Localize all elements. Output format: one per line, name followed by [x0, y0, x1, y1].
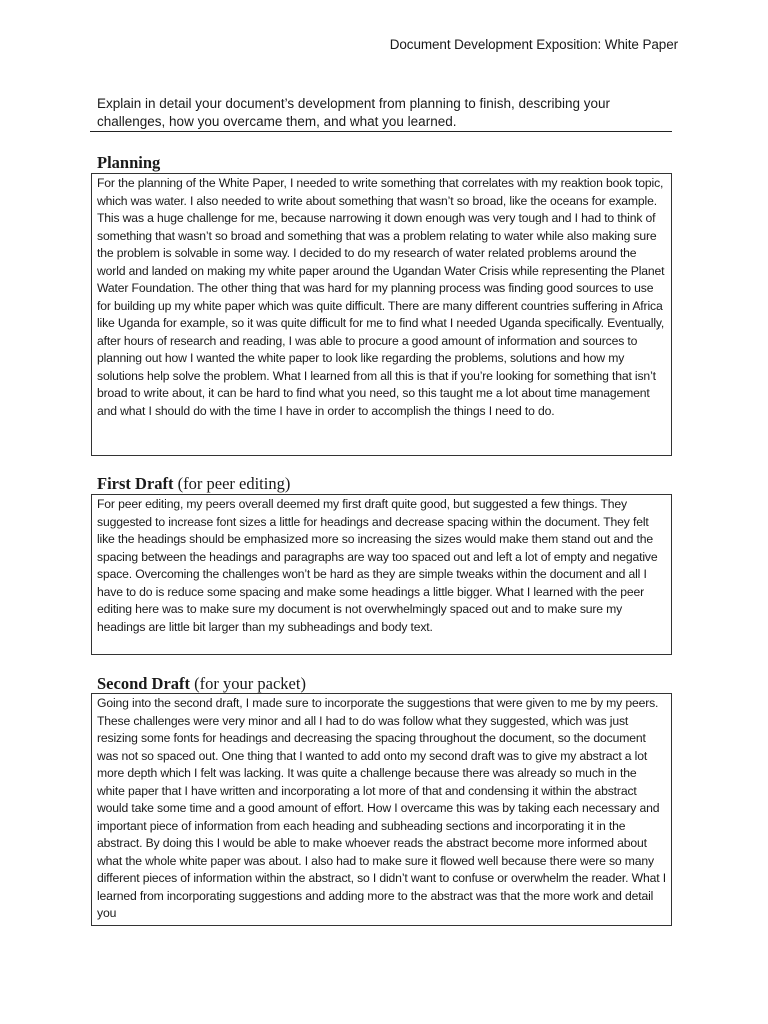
- divider-line: [90, 131, 672, 132]
- section-subtitle: (for your packet): [190, 674, 306, 693]
- section-title: Second Draft: [97, 674, 191, 693]
- section-heading-second-draft: [97, 674, 306, 694]
- section-body-second-draft: Going into the second draft, I made sure to incorporate the suggestions that were given to me by my peers. These challenges were very minor and all I had to do was follow what they suggested, which was just resizing some fonts for headings and decreasing the spacing throughout the document, so the document was not so spaced out. One thing that I wanted to add onto my second draft was to give my abstract a lot more depth which I felt was lacking. It was quite a challenge because there was already so much in the white paper that I have written and incorporating a lot more of that and condensing it within the abstract would take some time and a good amount of effort. How I overcame this was by taking each necessary and important piece of information from each heading and subheading sections and incorporating it in the abstract. By doing this I would be able to make whoever reads the abstract become more informed about what the whole white paper was about. I also had to make sure it flowed well because there were so many different pieces of information within the abstract, so I didn’t want to confuse or overwhelm the reader. What I learned from incorporating suggestions and adding more to the abstract was that the more work and detail you: [91, 693, 672, 926]
- section-subtitle: (for peer editing): [173, 474, 291, 493]
- document-header: Document Development Exposition: White Paper: [389, 37, 678, 52]
- section-heading-planning: [97, 153, 160, 173]
- section-body-planning: For the planning of the White Paper, I needed to write something that correlates with my reaktion book topic, which was water. I also needed to write about something that wasn’t so broad, like the oceans for example. This was a huge challenge for me, because narrowing it down enough was very tough and I had to think of something that wasn’t so broad and something that was a problem relating to water while also making sure the problem is solvable in some way. I decided to do my research of water related problems around the world and landed on making my white paper around the Ugandan Water Crisis while representing the Planet Water Foundation. The other thing that was hard for my planning process was finding good sources to use for building up my white paper which was quite difficult. There are many different countries suffering in Africa like Uganda for example, so it was quite difficult for me to find what I needed Uganda specifically. Eventually, after hours of research and reading, I was able to procure a good amount of information and sources to planning out how I wanted the white paper to look like regarding the problems, solutions and how my solutions help solve the problem. What I learned from all this is that if you’re looking for something that isn’t broad to write about, it can be hard to find what you need, so this taught me a lot about time management and what I should do with the time I have in order to accomplish the things I need to do.: [91, 173, 672, 456]
- section-title: First Draft: [97, 474, 174, 493]
- section-heading-first-draft: [97, 474, 290, 494]
- section-title: Planning: [97, 153, 161, 172]
- section-body-first-draft: For peer editing, my peers overall deemed my first draft quite good, but suggested a few things. They suggested to increase font sizes a little for headings and decrease spacing within the document. They felt like the headings should be emphasized more so increasing the sizes would make them stand out and the spacing between the headings and paragraphs are way too spaced out and left a lot of empty and negative space. Overcoming the challenges won’t be hard as they are simple tweaks within the document and all I have to do is reduce some spacing and make some headings a little bigger. What I learned with the peer editing here was to make sure my document is not overwhelmingly spaced out and to make sure my headings are little bit larger than my subheadings and body text.: [91, 494, 672, 655]
- prompt-text: Explain in detail your document’s development from planning to finish, describing your challenges, how you overcame them, and what you learned.: [97, 96, 611, 129]
